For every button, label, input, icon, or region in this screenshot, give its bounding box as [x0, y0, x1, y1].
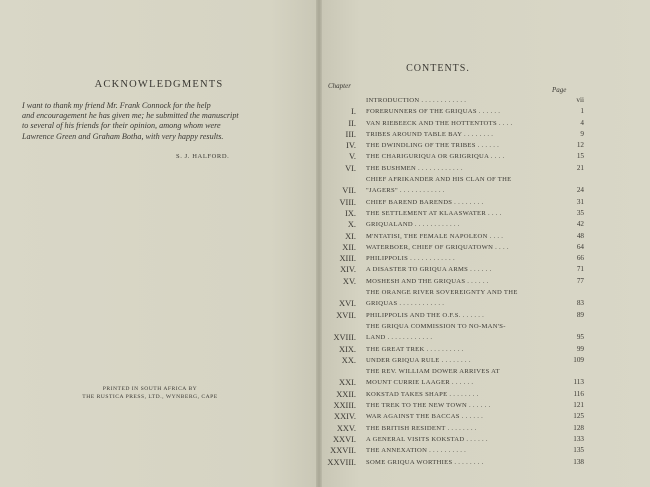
chapter-title: [366, 287, 564, 310]
chapter-title: [366, 355, 564, 366]
page-number: 89: [576, 310, 584, 319]
page-number: 99: [576, 344, 584, 353]
chapter-number: IV.: [346, 141, 356, 151]
toc-entry: [326, 400, 586, 411]
chapter-title-line: CHIEF AFRIKANDER AND HIS CLAN OF THE: [366, 176, 512, 184]
chapter-title: [366, 163, 564, 174]
acknowledgments-line: I want to thank my friend Mr. Frank Connock for the help: [22, 101, 211, 110]
page-number: 31: [576, 197, 584, 206]
page-number: 116: [573, 389, 584, 398]
chapter-title-line: A GENERAL VISITS KOKSTAD . . . . . .: [366, 435, 488, 443]
page-number: 42: [576, 220, 584, 229]
chapter-title-line: "JAGERS" . . . . . . . . . . . .: [366, 187, 445, 195]
toc-entry: [326, 253, 586, 264]
chapter-title-line: WATERBOER, CHIEF OF GRIQUATOWN . . . .: [366, 243, 509, 251]
chapter-title-line: THE BRITISH RESIDENT . . . . . . . .: [366, 424, 477, 432]
page-number: 113: [573, 378, 584, 387]
chapter-title: [366, 276, 564, 287]
chapter-title: [366, 321, 564, 344]
chapter-title: [366, 106, 564, 117]
acknowledgments-body: [22, 101, 292, 142]
table-of-contents: [326, 95, 586, 468]
toc-entry: [326, 163, 586, 174]
chapter-title: [366, 197, 564, 208]
chapter-title: [366, 400, 564, 411]
toc-entry: [326, 174, 586, 197]
page-number: 15: [576, 152, 584, 161]
chapter-title: [366, 231, 564, 242]
toc-entry: [326, 344, 586, 355]
page-number: 135: [573, 446, 584, 455]
page-number: 48: [576, 231, 584, 240]
chapter-title-line: VAN RIEBEECK AND THE HOTTENTOTS . . . .: [366, 119, 513, 127]
chapter-title-line: SOME GRIQUA WORTHIES . . . . . . . .: [366, 458, 484, 466]
chapter-title-line: WAR AGAINST THE BACCAS . . . . . .: [366, 413, 484, 421]
chapter-number: V.: [348, 152, 356, 162]
toc-entry: [326, 434, 586, 445]
chapter-number: XXI.: [339, 378, 356, 388]
chapter-title-line: TRIBES AROUND TABLE BAY . . . . . . . .: [366, 130, 494, 138]
chapter-title-line: M'NTATISI, THE FEMALE NAPOLEON . . . .: [366, 232, 504, 240]
chapter-title: [366, 129, 564, 140]
chapter-title-line: THE BUSHMEN . . . . . . . . . . . .: [366, 164, 463, 172]
author-signature: S. J. HALFORD.: [176, 153, 230, 160]
printer-imprint: [60, 386, 240, 401]
page-number: 35: [576, 208, 584, 217]
toc-entry: [326, 321, 586, 344]
chapter-title-line: GRIQUAS . . . . . . . . . . . .: [366, 300, 445, 308]
chapter-title-line: THE ANNEXATION . . . . . . . . . .: [366, 447, 467, 455]
chapter-title: [366, 423, 564, 434]
chapter-number: X.: [347, 220, 356, 230]
page-number: 77: [576, 276, 584, 285]
chapter-number: XXVIII.: [327, 457, 356, 467]
page-number: 24: [576, 186, 584, 195]
toc-entry: [326, 242, 586, 253]
page-number: 138: [573, 457, 584, 466]
toc-entry: [326, 197, 586, 208]
page-number: 64: [576, 242, 584, 251]
chapter-number: XXII.: [336, 389, 356, 399]
chapter-title: [366, 253, 564, 264]
chapter-number: XII.: [342, 242, 356, 252]
page-number: 1: [580, 107, 584, 116]
acknowledgments-line: and encouragement he has given me; he submitted the manuscript: [22, 111, 239, 121]
page-number: 95: [576, 333, 584, 342]
chapter-title: [366, 140, 564, 151]
chapter-number: XIII.: [339, 254, 356, 264]
chapter-title-line: THE DWINDLING OF THE TRIBES . . . . . .: [366, 142, 500, 150]
toc-entry: [326, 106, 586, 117]
chapter-number: XIX.: [339, 344, 356, 354]
chapter-title: [366, 366, 564, 389]
chapter-title-line: THE TREK TO THE NEW TOWN . . . . . .: [366, 402, 491, 410]
chapter-column-header: Chapter: [328, 82, 351, 90]
toc-entry: [326, 118, 586, 129]
chapter-title-line: CHIEF BAREND BARENDS . . . . . . . .: [366, 198, 484, 206]
chapter-title: [366, 219, 564, 230]
chapter-number: VI.: [345, 163, 356, 173]
chapter-number: XXVII.: [330, 446, 356, 456]
chapter-title-line: KOKSTAD TAKES SHAPE . . . . . . . .: [366, 390, 479, 398]
chapter-title: [366, 264, 564, 275]
toc-entry: [326, 151, 586, 162]
page-number: 83: [576, 299, 584, 308]
toc-entry: [326, 366, 586, 389]
chapter-title: [366, 95, 564, 106]
page-number: 109: [573, 355, 584, 364]
chapter-title: [366, 208, 564, 219]
chapter-title-line: THE CHARIGURIQUA OR GRIGRIQUA . . . .: [366, 153, 505, 161]
chapter-title-line: THE REV. WILLIAM DOWER ARRIVES AT: [366, 368, 500, 376]
page-column-header: Page: [552, 86, 567, 94]
toc-entry: [326, 287, 586, 310]
chapter-title-line: GRIQUALAND . . . . . . . . . . . .: [366, 221, 460, 229]
chapter-title-line: THE ORANGE RIVER SOVEREIGNTY AND THE: [366, 289, 518, 297]
toc-entry: [326, 208, 586, 219]
toc-entry: [326, 231, 586, 242]
imprint-line: PRINTED IN SOUTH AFRICA BY: [102, 386, 198, 392]
page-number: 9: [580, 129, 584, 138]
chapter-number: XI.: [345, 231, 356, 241]
chapter-title: [366, 445, 564, 456]
toc-entry: [326, 355, 586, 366]
toc-entry: [326, 389, 586, 400]
page-number: 12: [576, 141, 584, 150]
chapter-number: XIV.: [340, 265, 356, 275]
chapter-title: [366, 118, 564, 129]
chapter-title: [366, 242, 564, 253]
chapter-title: [366, 389, 564, 400]
page-number: vii: [576, 96, 584, 104]
chapter-number: VIII.: [339, 197, 356, 207]
chapter-number: XVI.: [339, 299, 356, 309]
page-number: 4: [580, 118, 584, 127]
chapter-title: [366, 310, 564, 321]
chapter-title-line: UNDER GRIQUA RULE . . . . . . . .: [366, 356, 471, 364]
toc-entry: [326, 140, 586, 151]
toc-entry: [326, 95, 586, 106]
chapter-number: XV.: [342, 276, 356, 286]
toc-entry: [326, 276, 586, 287]
chapter-number: XXV.: [336, 423, 356, 433]
chapter-number: I.: [351, 107, 356, 117]
chapter-number: IX.: [345, 208, 356, 218]
toc-entry: [326, 264, 586, 275]
page-number: 21: [576, 163, 584, 172]
chapter-title-line: MOUNT CURRIE LAAGER . . . . . .: [366, 379, 474, 387]
chapter-title: [366, 434, 564, 445]
chapter-title-line: INTRODUCTION . . . . . . . . . . . .: [366, 97, 467, 104]
page-number: 133: [573, 434, 584, 443]
chapter-number: XXIV.: [334, 412, 356, 422]
toc-entry: [326, 445, 586, 456]
toc-entry: [326, 129, 586, 140]
toc-entry: [326, 457, 586, 468]
chapter-title: [366, 174, 564, 197]
imprint-line: THE RUSTICA PRESS, LTD., WYNBERG, CAPE: [82, 393, 218, 400]
chapter-title: [366, 411, 564, 422]
page-number: 71: [576, 265, 584, 274]
chapter-title-line: FORERUNNERS OF THE GRIQUAS . . . . . .: [366, 108, 501, 116]
chapter-title-line: THE GRIQUA COMMISSION TO NO-MAN'S-: [366, 322, 506, 330]
chapter-title-line: PHILIPPOLIS AND THE O.F.S. . . . . . .: [366, 311, 485, 319]
chapter-title-line: THE SETTLEMENT AT KLAASWATER . . . .: [366, 209, 502, 217]
acknowledgments-line: Lawrence Green and Graham Botha, with very happy results.: [22, 131, 224, 141]
toc-entry: [326, 310, 586, 321]
chapter-number: XXIII.: [333, 401, 356, 411]
chapter-number: XVII.: [336, 310, 356, 320]
left-page: [0, 0, 318, 487]
chapter-title-line: A DISASTER TO GRIQUA ARMS . . . . . .: [366, 266, 492, 274]
toc-entry: [326, 423, 586, 434]
chapter-title-line: MOSHESH AND THE GRIQUAS . . . . . .: [366, 277, 489, 285]
chapter-number: XXVI.: [332, 434, 356, 444]
chapter-number: II.: [348, 118, 356, 128]
toc-entry: [326, 411, 586, 422]
chapter-title: [366, 344, 564, 355]
chapter-title-line: LAND . . . . . . . . . . . .: [366, 334, 433, 342]
chapter-title-line: THE GREAT TREK . . . . . . . . . .: [366, 345, 464, 353]
page-number: 66: [576, 254, 584, 263]
page-number: 121: [573, 401, 584, 410]
acknowledgments-line: to several of his friends for their opinion, among whom were: [22, 121, 221, 131]
chapter-number: XVIII.: [333, 333, 356, 343]
chapter-number: VII.: [342, 186, 356, 196]
chapter-title: [366, 457, 564, 468]
chapter-title-line: PHILIPPOLIS . . . . . . . . . . . .: [366, 255, 455, 263]
page-number: 125: [573, 412, 584, 421]
acknowledgments-heading: ACKNOWLEDGMENTS: [94, 79, 224, 90]
chapter-number: III.: [345, 129, 356, 139]
page-number: 128: [573, 423, 584, 432]
contents-heading: CONTENTS.: [406, 63, 470, 74]
toc-entry: [326, 219, 586, 230]
chapter-title: [366, 151, 564, 162]
chapter-number: XX.: [341, 355, 356, 365]
